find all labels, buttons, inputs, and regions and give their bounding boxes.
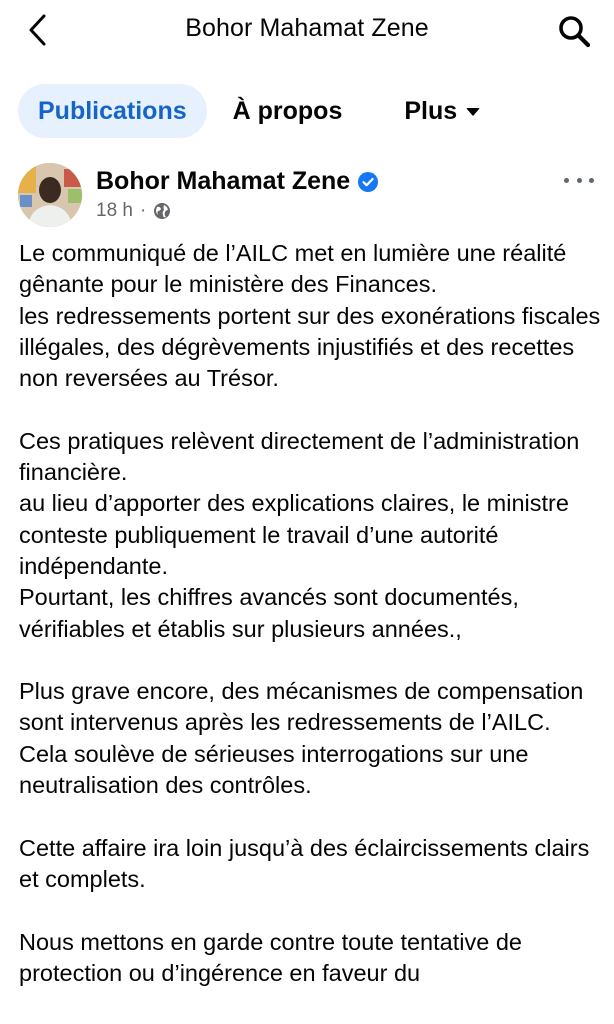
page-title: Bohor Mahamat Zene (185, 14, 429, 42)
tab-publications[interactable] (18, 84, 207, 138)
tab-publications-label: Publications (38, 96, 187, 125)
post-paragraph: Ces pratiques relèvent directement de l’administration financière. au lieu d’apporter des explications claires, le ministre conteste publiquement le travail d’une autorité indépendante. Pourtant, les chiffres avancés sont documentés, vérifiables et établis sur plusieurs années., (19, 427, 580, 642)
search-icon (557, 14, 591, 48)
more-options-button[interactable] (564, 170, 594, 190)
tab-a-propos[interactable] (221, 84, 355, 138)
avatar-image (18, 163, 82, 227)
post-paragraph: Nous mettons en garde contre toute tentative de protection ou d’ingérence en faveur du (19, 928, 522, 986)
search-button[interactable] (554, 11, 594, 51)
post-text (19, 238, 604, 989)
post-paragraph: Le communiqué de l’AILC met en lumière une réalité gênante pour le ministère des Finances. les redressements portent sur des exonérations fiscales illégales, des dégrèvements injustifiés et des recettes non reversées au Trésor. (19, 240, 601, 392)
post-meta (96, 200, 171, 222)
post-author-name: Bohor Mahamat Zene (96, 167, 351, 195)
tab-a-propos-label: À propos (232, 96, 343, 125)
post-author[interactable] (96, 167, 378, 196)
globe-icon (153, 202, 171, 220)
more-horizontal-icon (564, 178, 569, 183)
post-paragraph: Cette affaire ira loin jusqu’à des éclaircissements clairs et complets. (19, 834, 590, 892)
verified-badge-icon (358, 172, 378, 192)
post-time[interactable]: 18 h (96, 200, 133, 221)
tab-plus[interactable] (394, 84, 490, 138)
top-bar (0, 0, 614, 60)
avatar[interactable] (18, 163, 82, 227)
meta-separator: · (139, 200, 147, 221)
caret-down-icon (466, 108, 480, 116)
post-paragraph: Plus grave encore, des mécanismes de compensation sont intervenus après les redressements de l’AILC. Cela soulève de sérieuses interrogations sur une neutralisation des contrôles. (19, 678, 584, 799)
tab-plus-label: Plus (404, 96, 458, 125)
profile-tabs (18, 84, 490, 138)
